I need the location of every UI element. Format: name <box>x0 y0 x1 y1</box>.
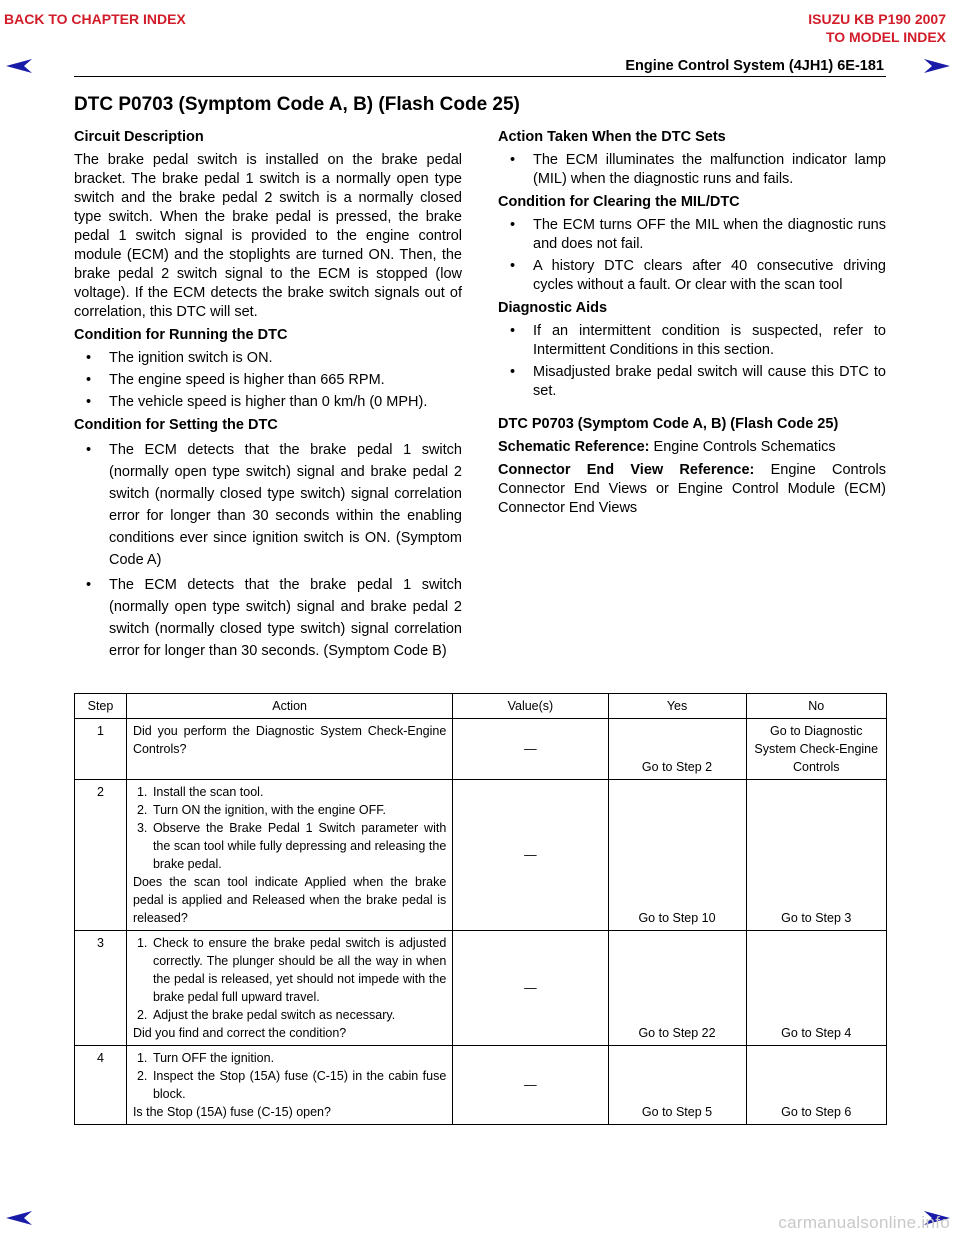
to-model-index-link[interactable]: TO MODEL INDEX <box>825 29 946 45</box>
step-no-result[interactable]: Go to Step 6 <box>746 1046 886 1125</box>
step-number: 3 <box>75 931 127 1046</box>
circuit-description-heading: Circuit Description <box>74 129 204 145</box>
step-values: — <box>453 1046 608 1125</box>
header-step: Step <box>75 694 127 719</box>
page-header: Engine Control System (4JH1) 6E-181 <box>625 58 884 74</box>
table-row <box>75 931 887 1046</box>
table-row <box>75 719 887 780</box>
action-item <box>133 1049 446 1067</box>
running-condition-list <box>74 349 462 412</box>
page-title: DTC P0703 (Symptom Code A, B) (Flash Code 25) <box>74 94 520 115</box>
table-row <box>75 1046 887 1125</box>
action-item-number: 3. <box>136 821 148 835</box>
step-values: — <box>453 780 608 931</box>
step-action <box>126 780 452 931</box>
action-item <box>133 819 446 873</box>
list-item: • The ECM detects that the brake pedal 1 switch (normally open type switch) signal and brake pedal 2 switch (normally closed type switch) signal correlation error for longer than 30 seconds. (Symptom Code B) <box>74 574 462 662</box>
table-row <box>75 780 887 931</box>
action-list <box>133 1049 446 1103</box>
step-no-result[interactable]: Go to Diagnostic System Check-Engine Controls <box>746 719 886 780</box>
list-item: • The ignition switch is ON. <box>74 349 462 368</box>
action-taken-heading: Action Taken When the DTC Sets <box>498 129 726 145</box>
step-number: 4 <box>75 1046 127 1125</box>
step-action <box>126 931 452 1046</box>
step-action <box>126 719 452 780</box>
action-item-text: Install the scan tool. <box>152 785 264 799</box>
list-item: • A history DTC clears after 40 consecutive driving cycles without a fault. Or clear with the scan tool <box>498 257 886 295</box>
action-question: Did you perform the Diagnostic System Check-Engine Controls? <box>132 724 447 756</box>
clearing-condition-heading: Condition for Clearing the MIL/DTC <box>498 194 740 210</box>
table-header-row <box>75 694 887 719</box>
action-item-number: 1. <box>136 785 148 799</box>
schematic-reference-label: Schematic Reference: <box>498 439 650 455</box>
back-to-chapter-index-link[interactable]: BACK TO CHAPTER INDEX <box>4 11 186 27</box>
action-item-number: 2. <box>136 1008 148 1022</box>
action-item-text: Turn OFF the ignition. <box>152 1051 275 1065</box>
action-item <box>133 801 446 819</box>
right-column <box>498 128 886 522</box>
action-list <box>133 934 446 1024</box>
action-item-text: Observe the Brake Pedal 1 Switch parameter with the scan tool while fully depressing and releasing the brake pedal. <box>152 821 447 871</box>
schematic-reference-value: Engine Controls Schematics <box>649 439 836 455</box>
action-item-text: Inspect the Stop (15A) fuse (C-15) in the cabin fuse block. <box>152 1069 447 1101</box>
header-no: No <box>746 694 886 719</box>
connector-reference-value: Engine Controls Connector End Views or Engine Control Module (ECM) Connector End Views <box>498 462 886 516</box>
circuit-description-text: The brake pedal switch is installed on the brake pedal bracket. The brake pedal 1 switch is a normally open type switch and the brake pedal 2 switch is a normally closed type switch. When the brake pedal is pressed, the brake pedal 1 switch signal is provided to the engine control module (ECM) and the stoplights are turned ON. Then, the brake pedal 2 switch signal to the ECM is stopped (low voltage). If the ECM detects the brake switch signals out of correlation, this DTC will set. <box>74 152 462 320</box>
model-title-link[interactable]: ISUZU KB P190 2007 <box>808 11 946 27</box>
setting-condition-list <box>74 439 462 662</box>
step-no-result[interactable]: Go to Step 4 <box>746 931 886 1046</box>
action-question: Is the Stop (15A) fuse (C-15) open? <box>132 1105 331 1119</box>
action-item-text: Check to ensure the brake pedal switch is adjusted correctly. The plunger should be all the way in when the pedal is released, yet should not impede with the brake pedal full upward travel. <box>152 936 447 1004</box>
next-page-arrow-icon[interactable] <box>922 56 952 76</box>
action-item <box>133 1067 446 1103</box>
action-item-number: 1. <box>136 1051 148 1065</box>
list-item: • If an intermittent condition is suspected, refer to Intermittent Conditions in this section. <box>498 322 886 360</box>
list-item: • The engine speed is higher than 665 RPM. <box>74 371 462 390</box>
clearing-condition-list <box>498 216 886 295</box>
action-question: Does the scan tool indicate Applied when the brake pedal is applied and Released when the brake pedal is released? <box>132 875 447 925</box>
step-number: 2 <box>75 780 127 931</box>
connector-reference-label: Connector End View Reference: <box>498 462 755 478</box>
diagnostic-aids-list <box>498 322 886 401</box>
step-values: — <box>453 931 608 1046</box>
action-item-number: 2. <box>136 1069 148 1083</box>
header-divider <box>74 76 886 77</box>
action-item-text: Turn ON the ignition, with the engine OFF. <box>152 803 386 817</box>
left-column <box>74 128 462 666</box>
action-question: Did you find and correct the condition? <box>132 1026 347 1040</box>
step-yes-result[interactable]: Go to Step 2 <box>608 719 746 780</box>
action-taken-list <box>498 151 886 189</box>
step-number: 1 <box>75 719 127 780</box>
step-yes-result[interactable]: Go to Step 5 <box>608 1046 746 1125</box>
step-action <box>126 1046 452 1125</box>
action-list <box>133 783 446 873</box>
action-item-text: Adjust the brake pedal switch as necessary. <box>152 1008 396 1022</box>
step-yes-result[interactable]: Go to Step 10 <box>608 780 746 931</box>
previous-page-arrow-icon[interactable] <box>4 56 34 76</box>
header-yes: Yes <box>608 694 746 719</box>
list-item: • The ECM illuminates the malfunction indicator lamp (MIL) when the diagnostic runs and fails. <box>498 151 886 189</box>
action-item <box>133 1006 446 1024</box>
table-body <box>75 719 887 1125</box>
header-action: Action <box>126 694 452 719</box>
list-item: • The ECM detects that the brake pedal 1 switch (normally open type switch) signal and brake pedal 2 switch (normally closed type switch) signal correlation error for longer than 30 seconds within the enabling conditions ever since ignition switch is ON. (Symptom Code A) <box>74 439 462 571</box>
action-item <box>133 934 446 1006</box>
action-item <box>133 783 446 801</box>
step-no-result[interactable]: Go to Step 3 <box>746 780 886 931</box>
diagnostic-aids-heading: Diagnostic Aids <box>498 300 608 316</box>
step-yes-result[interactable]: Go to Step 22 <box>608 931 746 1046</box>
connector-reference <box>498 461 886 518</box>
list-item: • The vehicle speed is higher than 0 km/h (0 MPH). <box>74 393 462 412</box>
header-values: Value(s) <box>453 694 608 719</box>
running-condition-heading: Condition for Running the DTC <box>74 327 288 343</box>
action-item-number: 1. <box>136 936 148 950</box>
schematic-section-title: DTC P0703 (Symptom Code A, B) (Flash Code 25) <box>498 416 839 432</box>
previous-page-arrow-icon[interactable] <box>4 1208 34 1228</box>
step-values: — <box>453 719 608 780</box>
setting-condition-heading: Condition for Setting the DTC <box>74 417 278 433</box>
schematic-reference <box>498 438 886 457</box>
watermark-text: carmanualsonline.info <box>778 1213 950 1232</box>
action-item-number: 2. <box>136 803 148 817</box>
diagnostic-steps-table <box>74 693 887 1125</box>
list-item: • Misadjusted brake pedal switch will cause this DTC to set. <box>498 363 886 401</box>
list-item: • The ECM turns OFF the MIL when the diagnostic runs and does not fail. <box>498 216 886 254</box>
